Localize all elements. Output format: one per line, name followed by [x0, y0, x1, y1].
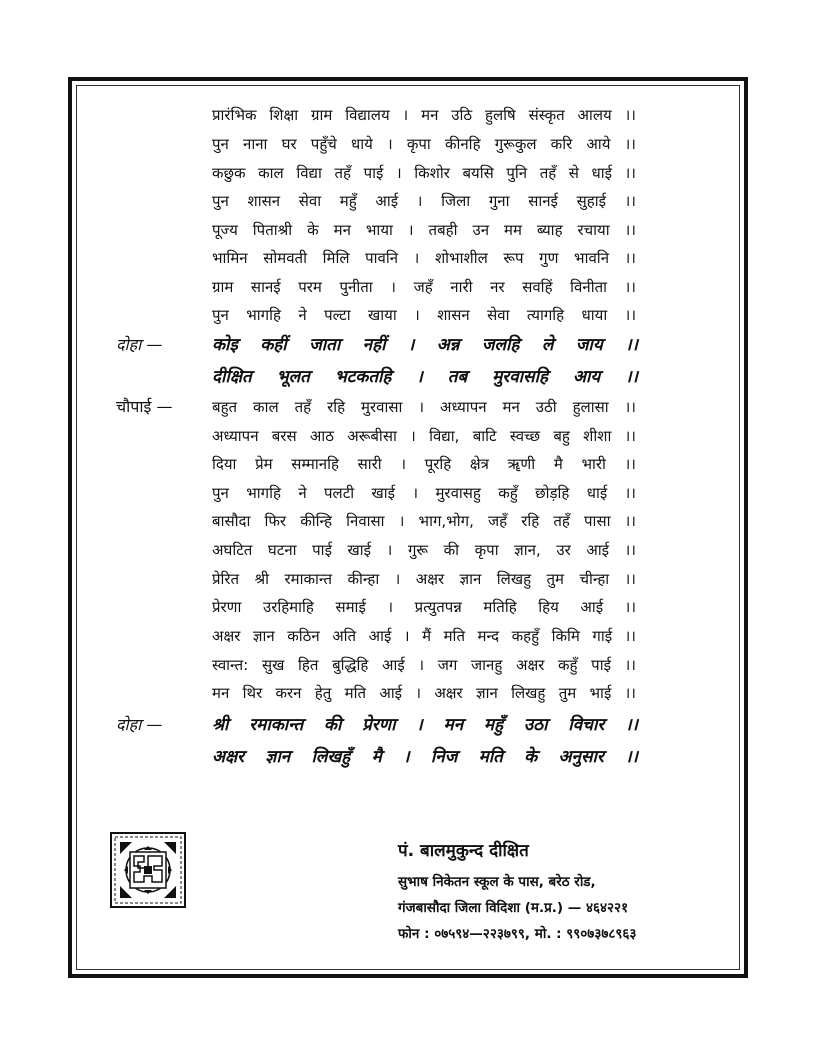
chaupai-label: चौपाई —: [116, 397, 173, 416]
verse-line-9: बहुत काल तहँ रहि मुरवासा । अध्यापन मन उठी हुलासा ।।: [212, 398, 636, 416]
address-line-2: गंजबासौदा जिला विदिशा (म.प्र.) — ४६४२२१: [398, 900, 629, 916]
address-line-1: सुभाष निकेतन स्कूल के पास, बरेठ रोड,: [398, 874, 596, 890]
verse-line-6: भामिन सोमवती मिलि पावनि । शोभाशील रूप गुण भावनि ।।: [212, 249, 636, 267]
doha-label-1: दोहा —: [116, 335, 163, 354]
doha-label-2: दोहा —: [116, 715, 163, 734]
verse-line-12: पुन भागहि ने पलटी खाई । मुरवासहु कहुँ छोड़हि धाई ।।: [212, 484, 636, 502]
author-name: पं. बालमुकुन्द दीक्षित: [398, 841, 529, 861]
verse-line-10: अध्यापन बरस आठ अरूबीसा । विद्या, बाटि स्वच्छ बहु शीशा ।।: [212, 427, 636, 445]
verse-line-5: पूज्य पिताश्री के मन भाया । तबही उन मम ब्याह रचाया ।।: [212, 221, 636, 239]
doha-line-3: श्री रमाकान्त की प्रेरणा । मन महुँ उठा विचार ।।: [212, 715, 638, 735]
verse-line-1: प्रारंभिक शिक्षा ग्राम विद्यालय । मन उठि हुलषि संस्कृत आलय ।।: [212, 106, 636, 124]
verse-line-19: मन थिर करन हेतु मति आई । अक्षर ज्ञान लिखहु तुम भाई ।।: [212, 684, 636, 702]
verse-line-15: प्रेरित श्री रमाकान्त कीन्हा । अक्षर ज्ञान लिखहु तुम चीन्हा ।।: [212, 570, 636, 588]
verse-line-14: अघटित घटना पाई खाई । गुरू की कृपा ज्ञान, उर आई ।।: [212, 541, 636, 559]
doha-line-4: अक्षर ज्ञान लिखहुँ मै । निज मति के अनुसार ।।: [212, 747, 638, 767]
verse-line-11: दिया प्रेम सम्मानहि सारी । पूरहि क्षेत्र ॠणी मै भारी ।।: [212, 455, 636, 473]
doha-line-1: कोइ कहीं जाता नहीं । अन्न जलहि ले जाय ।।: [212, 335, 638, 355]
verse-line-2: पुन नाना घर पहुँचे धाये । कृपा कीनहि गुरूकुल करि आये ।।: [212, 135, 636, 153]
verse-line-13: बासौदा फिर कीन्हि निवासा । भाग,भोग, जहँ रहि तहँ पासा ।।: [212, 512, 636, 530]
verse-line-4: पुन शासन सेवा महुँ आई । जिला गुना सानई सुहाई ।।: [212, 192, 636, 210]
verse-line-18: स्वान्त: सुख हित बुद्धिहि आई । जग जानहु अक्षर कहुँ पाई ।।: [212, 656, 636, 674]
verse-line-16: प्रेरणा उरहिमाहि समाई । प्रत्युतपन्न मतिहि हिय आई ।।: [212, 598, 636, 616]
doha-line-2: दीक्षित भूलत भटकतहि । तब मुरवासहि आय ।।: [212, 367, 638, 387]
verse-line-17: अक्षर ज्ञान कठिन अति आई । मैं मति मन्द कहहुँ किमि गाई ।।: [212, 627, 636, 645]
publisher-emblem-icon: [110, 832, 186, 908]
verse-line-8: पुन भागहि ने पल्टा खाया । शासन सेवा त्यागहि धाया ।।: [212, 306, 636, 324]
phone-line: फोन : ०७५९४—२२३७९९, मो. : ९९०७३७८९६३: [398, 926, 637, 942]
verse-line-3: कछुक काल विद्या तहँ पाई । किशोर बयसि पुनि तहँ से धाई ।।: [212, 164, 636, 182]
verse-line-7: ग्राम सानई परम पुनीता । जहँ नारी नर सवहिं विनीता ।।: [212, 278, 636, 296]
